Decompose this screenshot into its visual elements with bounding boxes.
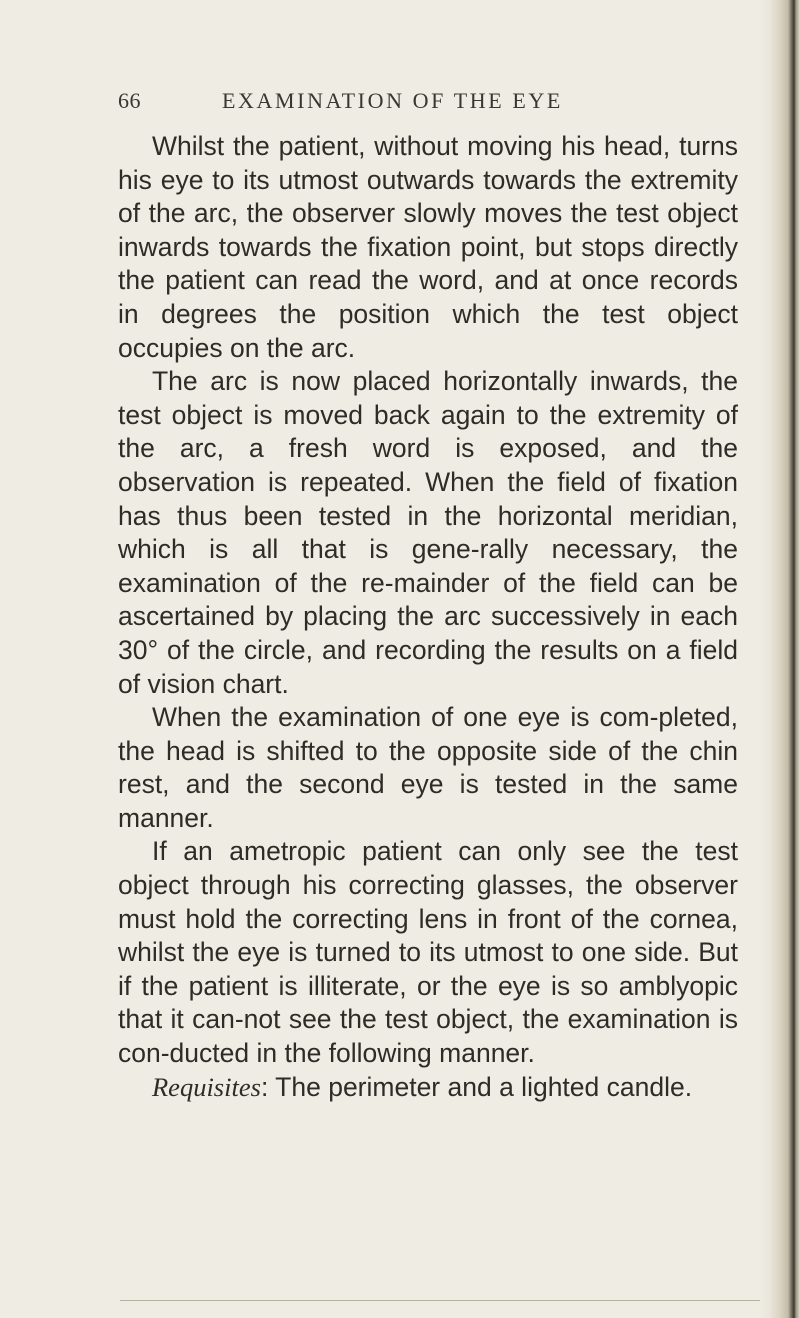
paragraph-second-eye: When the examination of one eye is com-pleted, the head is shifted to the opposite side of the chin rest, and the second eye is tested in the same manner. [118,702,738,833]
paragraph-ametropic-patient: If an ametropic patient can only see the test object through his correcting glasses, the observer must hold the correcting lens in front of the cornea, whilst the eye is turned to its utmost to one side. But if the patient is illiterate, or the eye is so amblyopic that it can-not see the test object, the examination is con-ducted in the following manner. [118,836,738,1069]
body-text [118,130,738,1104]
running-head: EXAMINATION OF THE EYE [222,88,563,113]
page-number: 66 [118,88,141,113]
paragraph-arc-outwards: Whilst the patient, without moving his head, turns his eye to its utmost outwards towards the extremity of the arc, the observer slowly moves the test object inwards towards the fixation point, but stops directly the patient can read the word, and at once records in degrees the position which the test object occupies on the arc. [118,131,738,363]
page-header [0,88,786,124]
page-bottom-rule [120,1300,790,1301]
paragraph-requisites [118,1071,738,1105]
requisites-text: : The perimeter and a lighted candle. [260,1071,693,1102]
requisites-label: Requisites [152,1071,261,1102]
paragraph-arc-horizontal: The arc is now placed horizontally inwards, the test object is moved back again to the extremity of the arc, a fresh word is exposed, and the observation is repeated. When the field of fixation has thus been tested in the horizontal meridian, which is all that is gene-rally necessary, the examination of the re-mainder of the field can be ascertained by placing the arc successively in each 30° of the circle, and recording the results on a field of vision chart. [118,366,738,699]
page-binding-edge [760,0,800,1318]
